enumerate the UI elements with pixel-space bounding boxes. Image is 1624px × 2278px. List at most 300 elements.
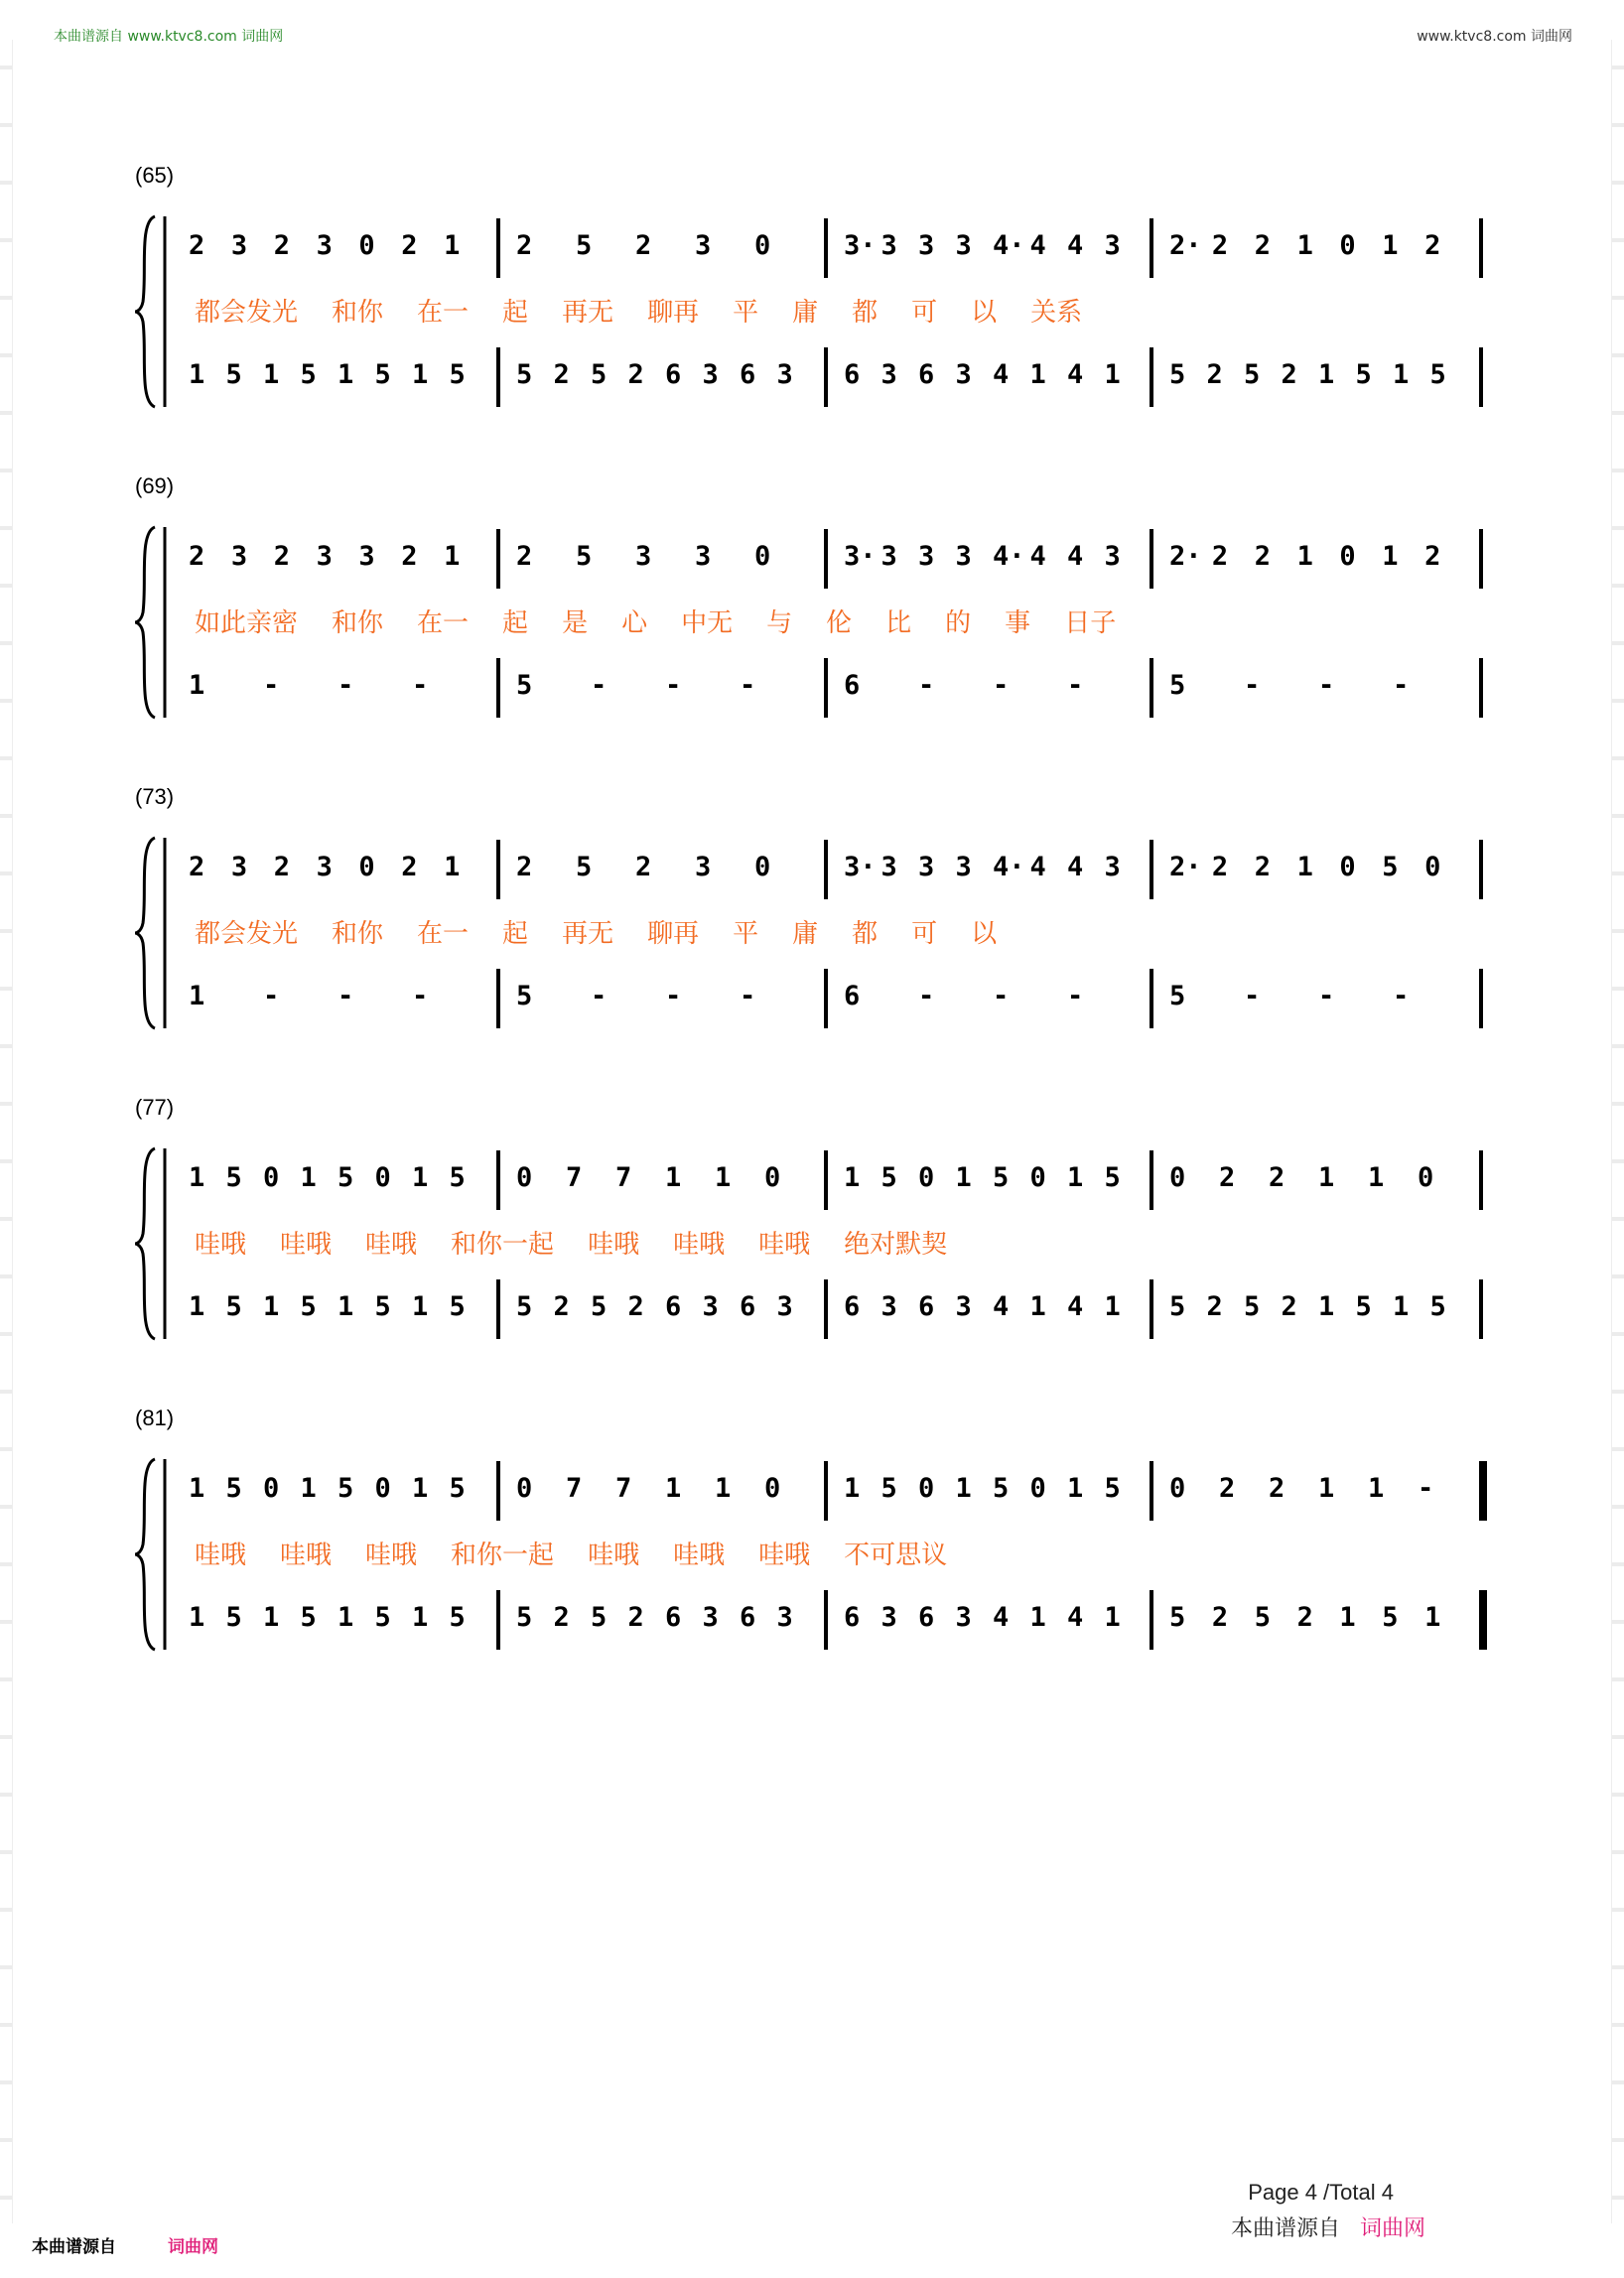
bar-line [1150, 840, 1153, 899]
lyric-word: 比 [885, 608, 912, 638]
lyric-word: 起 [502, 608, 529, 638]
lyrics-line [195, 292, 1116, 329]
measure-number: (73) [135, 784, 175, 809]
accompaniment-note: 3 [776, 1602, 793, 1633]
lyric-word: 是 [562, 608, 589, 638]
accompaniment-note: 6 [844, 1602, 861, 1633]
accompaniment-note: 1 [1029, 359, 1046, 390]
accompaniment-note: 5 [449, 1602, 466, 1633]
accompaniment-note: 5 [1355, 359, 1372, 390]
melody-note: 0 [516, 1162, 533, 1193]
accompaniment-note: 4 [993, 1602, 1010, 1633]
accompaniment-note: 4 [993, 359, 1010, 390]
accompaniment-note: - [338, 981, 354, 1011]
melody-note: 2 [273, 852, 290, 882]
accompaniment-note: 5 [225, 359, 242, 390]
lyrics-line [195, 603, 1150, 639]
bar-line [824, 218, 828, 278]
footer-source [1231, 2211, 1425, 2242]
melody-note: 2 [401, 230, 418, 261]
melody-note: 4· [993, 541, 1025, 572]
melody-note: 3 [918, 541, 935, 572]
lyric-word: 哇哦 [365, 1541, 418, 1570]
melody-note: 7 [615, 1473, 632, 1504]
lyric-word: 哇哦 [758, 1541, 811, 1570]
melody-note: 4 [1029, 541, 1046, 572]
bar-line [496, 529, 500, 589]
melody-note: 2 [273, 230, 290, 261]
melody-note: 1 [844, 1162, 861, 1193]
accompaniment-note: 6 [918, 1602, 935, 1633]
lyric-word: 再无 [562, 298, 614, 328]
accompaniment-note: 6 [740, 1291, 756, 1322]
melody-note: - [1418, 1473, 1434, 1504]
lyric-word: 在一 [417, 608, 470, 638]
lyric-word: 的 [945, 608, 972, 638]
accompaniment-note: - [1318, 670, 1335, 701]
accompaniment-note: 4 [993, 1291, 1010, 1322]
accompaniment-note: 3 [776, 1291, 793, 1322]
accompaniment-note: 2 [627, 359, 644, 390]
melody-note: 1 [1368, 1473, 1385, 1504]
melody-note: 0 [1418, 1162, 1434, 1193]
bar-line [1150, 529, 1153, 589]
accompaniment-note: 2 [1211, 1602, 1229, 1633]
header-source-left: 本曲谱源自 www.ktvc8.com 词曲网 [54, 29, 284, 45]
accompaniment-note: - [263, 670, 280, 701]
lyric-word: 聊再 [647, 298, 700, 328]
accompaniment-note: 5 [1429, 1291, 1446, 1322]
accompaniment-note: 6 [844, 670, 861, 701]
melody-note: 3 [695, 852, 712, 882]
accompaniment-note: 1 [263, 1602, 280, 1633]
accompaniment-note: 5 [449, 359, 466, 390]
accompaniment-note: - [740, 670, 756, 701]
melody-note: 0 [1424, 852, 1441, 882]
lyric-word: 哇哦 [195, 1230, 247, 1260]
melody-note: 4 [1029, 852, 1046, 882]
bar-line [824, 1461, 828, 1521]
melody-note: 5 [993, 1162, 1010, 1193]
bar-line [1479, 218, 1483, 278]
accompaniment-note: 5 [374, 1602, 391, 1633]
melody-note: 5 [576, 230, 593, 261]
lyric-word: 都 [852, 298, 879, 328]
accompaniment-note: 3 [880, 1602, 897, 1633]
accompaniment-note: - [1244, 981, 1261, 1011]
lyric-word: 和你一起 [451, 1541, 555, 1570]
score-system [0, 1091, 1624, 1389]
melody-note: 0 [754, 852, 771, 882]
accompaniment-note: 1 [338, 1602, 354, 1633]
accompaniment-note: 1 [338, 1291, 354, 1322]
score-system [0, 469, 1624, 767]
melody-note: 1 [412, 1473, 429, 1504]
melody-note: 3 [1104, 541, 1121, 572]
melody-note: 2 [1424, 541, 1441, 572]
footer-source-label: 本曲谱源自 [1230, 2216, 1340, 2241]
lyric-word: 哇哦 [280, 1541, 333, 1570]
melody-note: 2 [1211, 230, 1229, 261]
melody-note: 3· [844, 541, 877, 572]
melody-note: 1 [1382, 230, 1399, 261]
melody-note: 0 [918, 1473, 935, 1504]
melody-note: 3 [918, 230, 935, 261]
accompaniment-note: 1 [1029, 1291, 1046, 1322]
melody-note: 3 [230, 852, 248, 882]
lyric-word: 和你一起 [451, 1230, 555, 1260]
accompaniment-note: - [665, 670, 682, 701]
melody-note: 3 [955, 852, 972, 882]
bar-line [496, 658, 500, 718]
lyric-word: 事 [1005, 608, 1031, 638]
melody-note: 0 [358, 230, 375, 261]
melody-note: 2 [635, 230, 652, 261]
lyric-word: 哇哦 [673, 1230, 726, 1260]
accompaniment-note: - [1067, 981, 1084, 1011]
bottom-left-source [32, 2232, 218, 2257]
melody-note: 2 [516, 541, 533, 572]
bar-line [1479, 529, 1483, 589]
accompaniment-note: 4 [1067, 1602, 1084, 1633]
accompaniment-note: - [918, 670, 935, 701]
accompaniment-note: 5 [1169, 1291, 1186, 1322]
bar-line [496, 969, 500, 1028]
lyric-word: 哇哦 [280, 1230, 333, 1260]
accompaniment-note: 1 [1424, 1602, 1441, 1633]
bar-line [1150, 1590, 1153, 1650]
accompaniment-note: 5 [516, 981, 533, 1011]
lyric-word: 都 [852, 919, 879, 949]
accompaniment-note: 5 [1254, 1602, 1271, 1633]
lyric-word: 以 [971, 298, 998, 328]
accompaniment-note: - [412, 981, 429, 1011]
melody-note: 1 [1368, 1162, 1385, 1193]
melody-note: 4 [1029, 230, 1046, 261]
melody-note: 1 [189, 1473, 205, 1504]
melody-note: 3 [635, 541, 652, 572]
melody-note: 2 [189, 852, 205, 882]
accompaniment-note: 6 [740, 359, 756, 390]
accompaniment-note: - [591, 981, 608, 1011]
accompaniment-note: - [993, 670, 1010, 701]
melody-note: 5 [449, 1162, 466, 1193]
bar-line [496, 1461, 500, 1521]
lyrics-line [195, 913, 1030, 950]
lyric-word: 与 [766, 608, 793, 638]
lyrics-line [195, 1224, 981, 1261]
bar-line [1479, 1279, 1483, 1339]
accompaniment-note: - [1318, 981, 1335, 1011]
melody-note: 0 [1339, 852, 1356, 882]
bar-line [1150, 218, 1153, 278]
melody-note: 5 [576, 852, 593, 882]
accompaniment-note: 3 [955, 1602, 972, 1633]
melody-note: 0 [1169, 1473, 1186, 1504]
lyric-word: 和你 [332, 919, 384, 949]
accompaniment-note: 6 [844, 981, 861, 1011]
melody-note: 5 [576, 541, 593, 572]
melody-note: 1 [955, 1162, 972, 1193]
score-system [0, 780, 1624, 1078]
melody-note: 2 [1219, 1162, 1236, 1193]
accompaniment-note: 5 [1169, 359, 1186, 390]
melody-note: 3 [230, 541, 248, 572]
melody-note: 2· [1169, 230, 1202, 261]
melody-note: 2 [1254, 852, 1271, 882]
accompaniment-note: 5 [374, 1291, 391, 1322]
accompaniment-note: 5 [516, 1291, 533, 1322]
melody-note: 5 [880, 1162, 897, 1193]
melody-note: 0 [754, 541, 771, 572]
accompaniment-note: 2 [553, 1602, 570, 1633]
melody-note: 1 [444, 541, 461, 572]
melody-note: 7 [615, 1162, 632, 1193]
accompaniment-note: - [740, 981, 756, 1011]
melody-note: 5 [993, 1473, 1010, 1504]
lyric-word: 关系 [1030, 298, 1083, 328]
accompaniment-note: 5 [225, 1602, 242, 1633]
lyric-word: 哇哦 [588, 1230, 640, 1260]
melody-note: 1 [300, 1162, 317, 1193]
footer-site-link[interactable]: 词曲网 [1359, 2216, 1425, 2241]
bar-line [824, 347, 828, 407]
melody-note: 3· [844, 852, 877, 882]
accompaniment-note: 5 [1169, 670, 1186, 701]
melody-note: 0 [263, 1162, 280, 1193]
measure-number: (69) [135, 473, 175, 498]
accompaniment-note: - [263, 981, 280, 1011]
bar-line [1479, 1461, 1487, 1521]
accompaniment-note: 5 [300, 359, 317, 390]
accompaniment-note: 3 [702, 1602, 719, 1633]
lyric-word: 起 [502, 298, 529, 328]
melody-note: 3 [1104, 230, 1121, 261]
melody-note: 5 [225, 1162, 242, 1193]
accompaniment-note: 5 [591, 359, 608, 390]
melody-note: 0 [374, 1473, 391, 1504]
system-brace [133, 1455, 173, 1654]
accompaniment-note: 5 [300, 1291, 317, 1322]
melody-note: 1 [844, 1473, 861, 1504]
accompaniment-note: 2 [1296, 1602, 1313, 1633]
bar-line [1150, 347, 1153, 407]
melody-note: 2 [189, 541, 205, 572]
bar-line [824, 1590, 828, 1650]
lyric-word: 中无 [681, 608, 734, 638]
accompaniment-note: 1 [189, 1291, 205, 1322]
melody-note: 1 [665, 1162, 682, 1193]
bottom-source-label: 本曲谱源自 [32, 2237, 116, 2257]
score-system [0, 159, 1624, 457]
lyric-word: 哇哦 [758, 1230, 811, 1260]
accompaniment-note: 5 [449, 1291, 466, 1322]
bottom-site-link[interactable]: 词曲网 [168, 2237, 218, 2257]
melody-note: 4· [993, 852, 1025, 882]
lyric-word: 和你 [332, 298, 384, 328]
bar-line [824, 1279, 828, 1339]
accompaniment-note: 1 [189, 1602, 205, 1633]
measure-number: (65) [135, 163, 175, 188]
melody-note: 4· [993, 230, 1025, 261]
lyric-word: 都会发光 [195, 919, 299, 949]
lyric-word: 心 [621, 608, 648, 638]
lyric-word: 日子 [1064, 608, 1117, 638]
bar-line [1479, 969, 1483, 1028]
melody-note: 2 [401, 852, 418, 882]
accompaniment-note: 2 [627, 1602, 644, 1633]
accompaniment-note: 3 [955, 1291, 972, 1322]
melody-note: 3 [316, 541, 333, 572]
system-brace [133, 1144, 173, 1343]
melody-note: 1 [1067, 1162, 1084, 1193]
accompaniment-note: 5 [591, 1291, 608, 1322]
accompaniment-note: 5 [1244, 1291, 1261, 1322]
melody-note: 0 [263, 1473, 280, 1504]
accompaniment-note: 6 [918, 1291, 935, 1322]
page-indicator: Page 4 /Total 4 [1248, 2180, 1394, 2205]
accompaniment-note: 4 [1067, 359, 1084, 390]
melody-note: 1 [444, 230, 461, 261]
melody-note: 0 [1029, 1162, 1046, 1193]
melody-note: 3 [880, 852, 897, 882]
accompaniment-note: 1 [1104, 359, 1121, 390]
melody-note: 3 [316, 230, 333, 261]
accompaniment-note: - [338, 670, 354, 701]
system-brace [133, 523, 173, 722]
melody-note: 1 [444, 852, 461, 882]
lyric-word: 伦 [826, 608, 853, 638]
accompaniment-note: 1 [1339, 1602, 1356, 1633]
melody-note: 2 [273, 541, 290, 572]
accompaniment-note: 1 [189, 981, 205, 1011]
melody-note: 1 [300, 1473, 317, 1504]
accompaniment-note: 1 [1104, 1602, 1121, 1633]
accompaniment-note: 5 [516, 1602, 533, 1633]
melody-note: 5 [1104, 1162, 1121, 1193]
melody-note: 3 [880, 541, 897, 572]
accompaniment-note: 1 [1318, 359, 1335, 390]
melody-note: 2 [1254, 230, 1271, 261]
melody-note: 2 [1424, 230, 1441, 261]
melody-note: 7 [566, 1162, 583, 1193]
melody-note: 0 [1029, 1473, 1046, 1504]
lyric-word: 在一 [417, 919, 470, 949]
melody-note: 2 [635, 852, 652, 882]
lyric-word: 哇哦 [588, 1541, 640, 1570]
lyric-word: 哇哦 [365, 1230, 418, 1260]
accompaniment-note: 5 [516, 359, 533, 390]
lyric-word: 再无 [562, 919, 614, 949]
lyric-word: 哇哦 [673, 1541, 726, 1570]
system-brace [133, 212, 173, 411]
bar-line [1150, 658, 1153, 718]
melody-note: 2 [1269, 1473, 1286, 1504]
bar-line [496, 1590, 500, 1650]
lyric-word: 平 [733, 919, 759, 949]
melody-note: 3 [230, 230, 248, 261]
melody-note: 2 [516, 852, 533, 882]
melody-note: 5 [880, 1473, 897, 1504]
accompaniment-note: 5 [1382, 1602, 1399, 1633]
melody-note: 2 [1254, 541, 1271, 572]
accompaniment-note: 3 [702, 359, 719, 390]
accompaniment-note: 3 [880, 359, 897, 390]
accompaniment-note: 5 [1169, 1602, 1186, 1633]
lyric-word: 和你 [332, 608, 384, 638]
accompaniment-note: 2 [1206, 359, 1223, 390]
melody-note: 3 [880, 230, 897, 261]
accompaniment-note: 6 [740, 1602, 756, 1633]
melody-note: 1 [412, 1162, 429, 1193]
accompaniment-note: 5 [591, 1602, 608, 1633]
melody-note: 3 [695, 541, 712, 572]
melody-note: 2 [1269, 1162, 1286, 1193]
accompaniment-note: 6 [665, 1291, 682, 1322]
melody-note: 1 [955, 1473, 972, 1504]
accompaniment-note: 1 [412, 1602, 429, 1633]
melody-note: 1 [715, 1473, 732, 1504]
lyric-word: 可 [911, 298, 938, 328]
melody-note: 0 [764, 1162, 781, 1193]
melody-note: 2· [1169, 852, 1202, 882]
bar-line [824, 658, 828, 718]
accompaniment-note: 5 [516, 670, 533, 701]
melody-note: 2 [1211, 541, 1229, 572]
accompaniment-note: - [918, 981, 935, 1011]
melody-note: 1 [1296, 852, 1313, 882]
accompaniment-note: 1 [1029, 1602, 1046, 1633]
accompaniment-note: 2 [1281, 1291, 1297, 1322]
accompaniment-note: 6 [918, 359, 935, 390]
accompaniment-note: 1 [189, 670, 205, 701]
bar-line [1150, 1461, 1153, 1521]
melody-note: 2 [401, 541, 418, 572]
melody-note: 2 [1211, 852, 1229, 882]
melody-note: 3 [955, 230, 972, 261]
accompaniment-note: 2 [553, 1291, 570, 1322]
bar-line [496, 840, 500, 899]
accompaniment-note: - [993, 981, 1010, 1011]
melody-note: 5 [1382, 852, 1399, 882]
accompaniment-note: 6 [665, 359, 682, 390]
accompaniment-note: 1 [263, 1291, 280, 1322]
melody-note: 4 [1067, 230, 1084, 261]
bar-line [824, 1150, 828, 1210]
accompaniment-note: 2 [1281, 359, 1297, 390]
accompaniment-note: 1 [412, 1291, 429, 1322]
accompaniment-note: 5 [1169, 981, 1186, 1011]
accompaniment-note: - [665, 981, 682, 1011]
melody-note: 5 [338, 1162, 354, 1193]
lyric-word: 以 [971, 919, 998, 949]
melody-note: 5 [1104, 1473, 1121, 1504]
bar-line [824, 969, 828, 1028]
bar-line [1479, 840, 1483, 899]
melody-note: 5 [338, 1473, 354, 1504]
melody-note: 3 [358, 541, 375, 572]
accompaniment-note: 1 [1104, 1291, 1121, 1322]
lyrics-line [195, 1535, 981, 1571]
melody-note: 0 [516, 1473, 533, 1504]
bar-line [1479, 1150, 1483, 1210]
accompaniment-note: 5 [1355, 1291, 1372, 1322]
accompaniment-note: 1 [338, 359, 354, 390]
bar-line [1150, 1150, 1153, 1210]
system-brace [133, 834, 173, 1032]
accompaniment-note: 4 [1067, 1291, 1084, 1322]
melody-note: 0 [1339, 230, 1356, 261]
